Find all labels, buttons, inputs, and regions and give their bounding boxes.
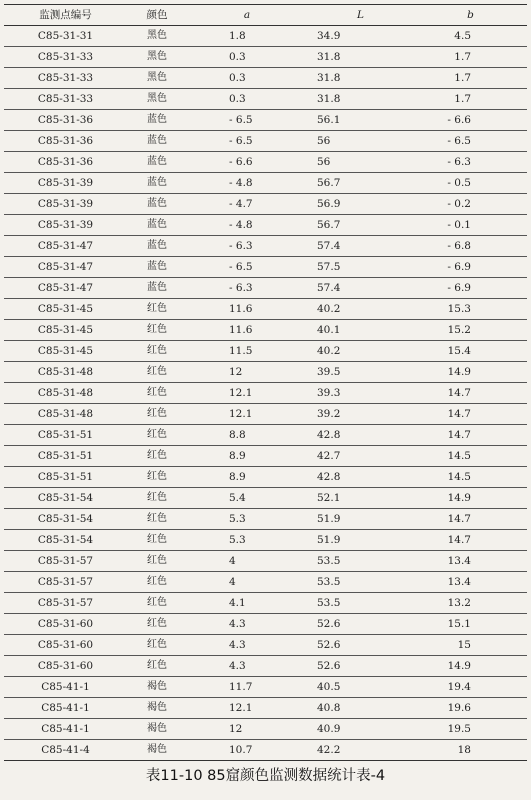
a-value-cell: 11.7 <box>187 677 307 698</box>
color-cell: 红色 <box>127 404 187 425</box>
point-id-cell: C85-31-47 <box>4 257 127 278</box>
a-value-cell: - 6.5 <box>187 131 307 152</box>
b-value-cell: 15.4 <box>414 341 527 362</box>
L-value-cell: 56.7 <box>307 173 414 194</box>
color-cell: 红色 <box>127 488 187 509</box>
point-id-cell: C85-31-45 <box>4 341 127 362</box>
header-color: 颜色 <box>127 5 187 26</box>
header-row <box>4 5 527 26</box>
point-id-cell: C85-31-54 <box>4 488 127 509</box>
b-value-cell: 14.7 <box>414 509 527 530</box>
b-value-cell: 15.2 <box>414 320 527 341</box>
L-value-cell: 57.4 <box>307 236 414 257</box>
L-value-cell: 42.8 <box>307 467 414 488</box>
color-cell: 红色 <box>127 572 187 593</box>
color-cell: 黑色 <box>127 26 187 47</box>
color-cell: 黑色 <box>127 68 187 89</box>
point-id-cell: C85-31-47 <box>4 236 127 257</box>
table-body <box>4 26 527 761</box>
point-id-cell: C85-31-39 <box>4 194 127 215</box>
color-cell: 红色 <box>127 509 187 530</box>
table-row <box>4 593 527 614</box>
table-row <box>4 404 527 425</box>
L-value-cell: 40.5 <box>307 677 414 698</box>
b-value-cell: 18 <box>414 740 527 761</box>
table-row <box>4 698 527 719</box>
point-id-cell: C85-31-51 <box>4 446 127 467</box>
L-value-cell: 56 <box>307 131 414 152</box>
b-value-cell: - 0.5 <box>414 173 527 194</box>
point-id-cell: C85-31-36 <box>4 131 127 152</box>
L-value-cell: 39.5 <box>307 362 414 383</box>
L-value-cell: 39.2 <box>307 404 414 425</box>
color-cell: 红色 <box>127 467 187 488</box>
point-id-cell: C85-31-36 <box>4 152 127 173</box>
b-value-cell: - 6.9 <box>414 278 527 299</box>
color-cell: 蓝色 <box>127 173 187 194</box>
b-value-cell: 15 <box>414 635 527 656</box>
color-cell: 红色 <box>127 656 187 677</box>
a-value-cell: - 6.5 <box>187 110 307 131</box>
data-table-container <box>4 4 527 761</box>
point-id-cell: C85-41-1 <box>4 719 127 740</box>
table-row <box>4 656 527 677</box>
point-id-cell: C85-31-57 <box>4 593 127 614</box>
L-value-cell: 56 <box>307 152 414 173</box>
color-cell: 蓝色 <box>127 194 187 215</box>
table-row <box>4 320 527 341</box>
point-id-cell: C85-31-33 <box>4 89 127 110</box>
point-id-cell: C85-31-60 <box>4 635 127 656</box>
b-value-cell: - 6.9 <box>414 257 527 278</box>
b-value-cell: 14.5 <box>414 467 527 488</box>
a-value-cell: - 4.8 <box>187 173 307 194</box>
color-cell: 红色 <box>127 425 187 446</box>
a-value-cell: 4.3 <box>187 635 307 656</box>
a-value-cell: 4.1 <box>187 593 307 614</box>
color-cell: 红色 <box>127 614 187 635</box>
a-value-cell: 4 <box>187 551 307 572</box>
b-value-cell: 13.4 <box>414 572 527 593</box>
a-value-cell: 11.6 <box>187 299 307 320</box>
a-value-cell: 8.9 <box>187 446 307 467</box>
L-value-cell: 53.5 <box>307 593 414 614</box>
point-id-cell: C85-31-48 <box>4 362 127 383</box>
color-cell: 红色 <box>127 362 187 383</box>
table-row <box>4 131 527 152</box>
b-value-cell: 13.4 <box>414 551 527 572</box>
b-value-cell: - 6.8 <box>414 236 527 257</box>
a-value-cell: - 4.8 <box>187 215 307 236</box>
point-id-cell: C85-31-36 <box>4 110 127 131</box>
point-id-cell: C85-31-54 <box>4 509 127 530</box>
table-row <box>4 257 527 278</box>
a-value-cell: 11.6 <box>187 320 307 341</box>
L-value-cell: 57.5 <box>307 257 414 278</box>
color-cell: 红色 <box>127 383 187 404</box>
table-row <box>4 635 527 656</box>
table-row <box>4 677 527 698</box>
color-cell: 红色 <box>127 593 187 614</box>
point-id-cell: C85-31-48 <box>4 383 127 404</box>
L-value-cell: 53.5 <box>307 551 414 572</box>
point-id-cell: C85-31-60 <box>4 656 127 677</box>
point-id-cell: C85-31-31 <box>4 26 127 47</box>
a-value-cell: 4.3 <box>187 656 307 677</box>
L-value-cell: 52.1 <box>307 488 414 509</box>
a-value-cell: - 4.7 <box>187 194 307 215</box>
L-value-cell: 51.9 <box>307 509 414 530</box>
L-value-cell: 31.8 <box>307 68 414 89</box>
table-row <box>4 362 527 383</box>
a-value-cell: 12 <box>187 362 307 383</box>
b-value-cell: 14.7 <box>414 425 527 446</box>
table-row <box>4 173 527 194</box>
b-value-cell: 13.2 <box>414 593 527 614</box>
a-value-cell: 0.3 <box>187 47 307 68</box>
point-id-cell: C85-31-54 <box>4 530 127 551</box>
color-cell: 褐色 <box>127 698 187 719</box>
color-cell: 红色 <box>127 635 187 656</box>
a-value-cell: 4 <box>187 572 307 593</box>
L-value-cell: 56.7 <box>307 215 414 236</box>
table-row <box>4 425 527 446</box>
color-cell: 红色 <box>127 551 187 572</box>
a-value-cell: 8.9 <box>187 467 307 488</box>
point-id-cell: C85-41-1 <box>4 698 127 719</box>
table-row <box>4 551 527 572</box>
table-caption: 表11-10 85窟颜色监测数据统计表-4 <box>145 768 386 784</box>
table-row <box>4 530 527 551</box>
b-value-cell: 15.3 <box>414 299 527 320</box>
table-row <box>4 47 527 68</box>
L-value-cell: 31.8 <box>307 47 414 68</box>
table-row <box>4 740 527 761</box>
a-value-cell: - 6.5 <box>187 257 307 278</box>
point-id-cell: C85-31-33 <box>4 68 127 89</box>
color-cell: 红色 <box>127 341 187 362</box>
point-id-cell: C85-31-48 <box>4 404 127 425</box>
point-id-cell: C85-31-57 <box>4 572 127 593</box>
L-value-cell: 40.9 <box>307 719 414 740</box>
color-cell: 红色 <box>127 530 187 551</box>
table-row <box>4 614 527 635</box>
color-cell: 红色 <box>127 299 187 320</box>
a-value-cell: 11.5 <box>187 341 307 362</box>
point-id-cell: C85-31-57 <box>4 551 127 572</box>
b-value-cell: 14.7 <box>414 383 527 404</box>
table-row <box>4 299 527 320</box>
a-value-cell: 12.1 <box>187 383 307 404</box>
L-value-cell: 39.3 <box>307 383 414 404</box>
color-monitoring-table <box>4 4 527 761</box>
L-value-cell: 42.2 <box>307 740 414 761</box>
a-value-cell: 1.8 <box>187 26 307 47</box>
table-row <box>4 68 527 89</box>
point-id-cell: C85-31-39 <box>4 173 127 194</box>
table-row <box>4 194 527 215</box>
L-value-cell: 40.2 <box>307 341 414 362</box>
L-value-cell: 52.6 <box>307 614 414 635</box>
L-value-cell: 40.8 <box>307 698 414 719</box>
b-value-cell: - 6.3 <box>414 152 527 173</box>
table-row <box>4 236 527 257</box>
L-value-cell: 57.4 <box>307 278 414 299</box>
point-id-cell: C85-31-45 <box>4 320 127 341</box>
b-value-cell: 1.7 <box>414 47 527 68</box>
point-id-cell: C85-31-51 <box>4 425 127 446</box>
header-a: a <box>187 5 307 26</box>
a-value-cell: - 6.3 <box>187 236 307 257</box>
a-value-cell: 12.1 <box>187 404 307 425</box>
L-value-cell: 56.9 <box>307 194 414 215</box>
table-row <box>4 572 527 593</box>
point-id-cell: C85-31-60 <box>4 614 127 635</box>
L-value-cell: 40.1 <box>307 320 414 341</box>
table-row <box>4 110 527 131</box>
point-id-cell: C85-41-4 <box>4 740 127 761</box>
table-row <box>4 467 527 488</box>
a-value-cell: 12.1 <box>187 698 307 719</box>
table-row <box>4 719 527 740</box>
header-point-id: 监测点编号 <box>4 5 127 26</box>
a-value-cell: - 6.3 <box>187 278 307 299</box>
b-value-cell: 14.5 <box>414 446 527 467</box>
table-row <box>4 26 527 47</box>
b-value-cell: 14.9 <box>414 656 527 677</box>
L-value-cell: 42.7 <box>307 446 414 467</box>
a-value-cell: 12 <box>187 719 307 740</box>
L-value-cell: 34.9 <box>307 26 414 47</box>
b-value-cell: 1.7 <box>414 68 527 89</box>
L-value-cell: 42.8 <box>307 425 414 446</box>
color-cell: 红色 <box>127 446 187 467</box>
b-value-cell: - 0.1 <box>414 215 527 236</box>
L-value-cell: 51.9 <box>307 530 414 551</box>
point-id-cell: C85-41-1 <box>4 677 127 698</box>
b-value-cell: 4.5 <box>414 26 527 47</box>
table-row <box>4 488 527 509</box>
table-row <box>4 383 527 404</box>
color-cell: 蓝色 <box>127 236 187 257</box>
L-value-cell: 40.2 <box>307 299 414 320</box>
color-cell: 褐色 <box>127 740 187 761</box>
header-b: b <box>414 5 527 26</box>
a-value-cell: 4.3 <box>187 614 307 635</box>
b-value-cell: - 6.5 <box>414 131 527 152</box>
a-value-cell: 8.8 <box>187 425 307 446</box>
b-value-cell: 14.7 <box>414 404 527 425</box>
color-cell: 黑色 <box>127 89 187 110</box>
L-value-cell: 52.6 <box>307 656 414 677</box>
table-row <box>4 215 527 236</box>
point-id-cell: C85-31-47 <box>4 278 127 299</box>
color-cell: 蓝色 <box>127 278 187 299</box>
a-value-cell: 10.7 <box>187 740 307 761</box>
point-id-cell: C85-31-39 <box>4 215 127 236</box>
L-value-cell: 53.5 <box>307 572 414 593</box>
b-value-cell: 19.6 <box>414 698 527 719</box>
point-id-cell: C85-31-33 <box>4 47 127 68</box>
b-value-cell: - 6.6 <box>414 110 527 131</box>
color-cell: 蓝色 <box>127 257 187 278</box>
table-row <box>4 152 527 173</box>
point-id-cell: C85-31-45 <box>4 299 127 320</box>
a-value-cell: - 6.6 <box>187 152 307 173</box>
L-value-cell: 31.8 <box>307 89 414 110</box>
a-value-cell: 0.3 <box>187 89 307 110</box>
b-value-cell: 14.9 <box>414 488 527 509</box>
b-value-cell: 14.7 <box>414 530 527 551</box>
L-value-cell: 52.6 <box>307 635 414 656</box>
color-cell: 黑色 <box>127 47 187 68</box>
table-row <box>4 341 527 362</box>
color-cell: 蓝色 <box>127 110 187 131</box>
color-cell: 蓝色 <box>127 131 187 152</box>
header-L: L <box>307 5 414 26</box>
color-cell: 褐色 <box>127 719 187 740</box>
b-value-cell: 15.1 <box>414 614 527 635</box>
b-value-cell: 19.5 <box>414 719 527 740</box>
b-value-cell: - 0.2 <box>414 194 527 215</box>
L-value-cell: 56.1 <box>307 110 414 131</box>
b-value-cell: 1.7 <box>414 89 527 110</box>
table-row <box>4 446 527 467</box>
table-row <box>4 509 527 530</box>
table-row <box>4 278 527 299</box>
color-cell: 褐色 <box>127 677 187 698</box>
a-value-cell: 0.3 <box>187 68 307 89</box>
point-id-cell: C85-31-51 <box>4 467 127 488</box>
color-cell: 红色 <box>127 320 187 341</box>
a-value-cell: 5.4 <box>187 488 307 509</box>
a-value-cell: 5.3 <box>187 509 307 530</box>
table-row <box>4 89 527 110</box>
a-value-cell: 5.3 <box>187 530 307 551</box>
color-cell: 蓝色 <box>127 215 187 236</box>
b-value-cell: 19.4 <box>414 677 527 698</box>
color-cell: 蓝色 <box>127 152 187 173</box>
b-value-cell: 14.9 <box>414 362 527 383</box>
